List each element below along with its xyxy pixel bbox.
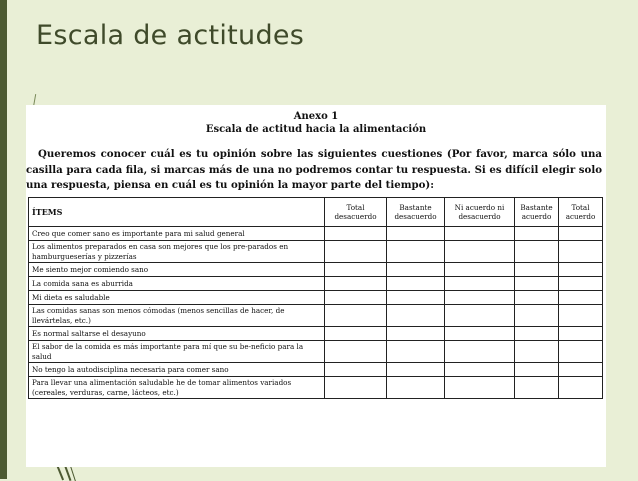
item-statement: No tengo la autodisciplina necesaria para comer sano: [29, 363, 325, 377]
scanned-document: [26, 105, 606, 467]
item-statement: La comida sana es aburrida: [29, 277, 325, 291]
column-header-quite-disagree: Bastante desacuerdo: [387, 198, 445, 227]
response-cell[interactable]: [387, 377, 445, 399]
column-header-neutral: Ni acuerdo ni desacuerdo: [445, 198, 515, 227]
response-cell[interactable]: [515, 341, 559, 363]
table-row: [29, 291, 603, 305]
column-header-quite-agree: Bastante acuerdo: [515, 198, 559, 227]
response-cell[interactable]: [515, 263, 559, 277]
item-statement: El sabor de la comida es más importante para mí que su be-neficio para la salud: [29, 341, 325, 363]
left-accent-bar: [0, 0, 7, 479]
response-cell[interactable]: [387, 305, 445, 327]
response-cell[interactable]: [387, 363, 445, 377]
response-cell[interactable]: [445, 363, 515, 377]
table-row: [29, 363, 603, 377]
response-cell[interactable]: [445, 327, 515, 341]
response-cell[interactable]: [515, 227, 559, 241]
response-cell[interactable]: [515, 363, 559, 377]
response-cell[interactable]: [445, 341, 515, 363]
response-cell[interactable]: [387, 327, 445, 341]
response-cell[interactable]: [445, 291, 515, 305]
slide-title: Escala de actitudes: [36, 20, 305, 51]
item-statement: Creo que comer sano es importante para mi salud general: [29, 227, 325, 241]
table-row: [29, 327, 603, 341]
response-cell[interactable]: [445, 227, 515, 241]
response-cell[interactable]: [445, 263, 515, 277]
response-cell[interactable]: [515, 377, 559, 399]
table-row: [29, 227, 603, 241]
table-header-row: [29, 198, 603, 227]
response-cell[interactable]: [387, 227, 445, 241]
table-row: [29, 305, 603, 327]
response-cell[interactable]: [515, 305, 559, 327]
response-cell[interactable]: [325, 363, 387, 377]
annex-label: Anexo 1: [293, 111, 339, 122]
response-cell[interactable]: [387, 291, 445, 305]
item-statement: Los alimentos preparados en casa son mejores que los pre-parados en hamburgueserías y pizzerías: [29, 241, 325, 263]
response-cell[interactable]: [559, 263, 603, 277]
response-cell[interactable]: [559, 291, 603, 305]
document-subtitle: Escala de actitud hacia la alimentación: [205, 124, 427, 135]
item-statement: Mi dieta es saludable: [29, 291, 325, 305]
table-row: [29, 241, 603, 263]
response-cell[interactable]: [559, 377, 603, 399]
column-header-total-agree: Total acuerdo: [559, 198, 603, 227]
response-cell[interactable]: [559, 305, 603, 327]
table-row: [29, 377, 603, 399]
response-cell[interactable]: [387, 277, 445, 291]
response-cell[interactable]: [559, 363, 603, 377]
item-statement: Me siento mejor comiendo sano: [29, 263, 325, 277]
response-cell[interactable]: [559, 277, 603, 291]
response-cell[interactable]: [325, 291, 387, 305]
response-cell[interactable]: [325, 227, 387, 241]
response-cell[interactable]: [515, 241, 559, 263]
response-cell[interactable]: [559, 241, 603, 263]
response-cell[interactable]: [387, 263, 445, 277]
response-cell[interactable]: [387, 241, 445, 263]
response-cell[interactable]: [445, 241, 515, 263]
table-row: [29, 341, 603, 363]
response-cell[interactable]: [387, 341, 445, 363]
response-cell[interactable]: [325, 263, 387, 277]
item-statement: Es normal saltarse el desayuno: [29, 327, 325, 341]
table-row: [29, 277, 603, 291]
response-cell[interactable]: [325, 305, 387, 327]
column-header-items: ÍTEMS: [29, 198, 325, 227]
response-cell[interactable]: [559, 341, 603, 363]
response-cell[interactable]: [445, 305, 515, 327]
response-cell[interactable]: [515, 327, 559, 341]
column-header-total-disagree: Total desacuerdo: [325, 198, 387, 227]
response-cell[interactable]: [515, 291, 559, 305]
response-cell[interactable]: [559, 227, 603, 241]
response-cell[interactable]: [445, 377, 515, 399]
response-cell[interactable]: [325, 341, 387, 363]
item-statement: Las comidas sanas son menos cómodas (menos sencillas de hacer, de llevártelas, etc.): [29, 305, 325, 327]
item-statement: Para llevar una alimentación saludable he de tomar alimentos variados (cereales, verduras, carne, lácteos, etc.): [29, 377, 325, 399]
response-cell[interactable]: [445, 277, 515, 291]
response-cell[interactable]: [515, 277, 559, 291]
response-cell[interactable]: [325, 277, 387, 291]
response-cell[interactable]: [325, 377, 387, 399]
table-row: [29, 263, 603, 277]
response-cell[interactable]: [325, 241, 387, 263]
attitude-scale-table: [28, 197, 603, 399]
response-cell[interactable]: [559, 327, 603, 341]
response-cell[interactable]: [325, 327, 387, 341]
intro-paragraph: Queremos conocer cuál es tu opinión sobre las siguientes cuestiones (Por favor, marca sólo una casilla para cada fila, si marcas más de una no podremos contar tu respuesta. Si es difícil elegir solo una respuesta, piensa en cuál es tu opinión la mayor parte del tiempo):: [26, 148, 602, 191]
